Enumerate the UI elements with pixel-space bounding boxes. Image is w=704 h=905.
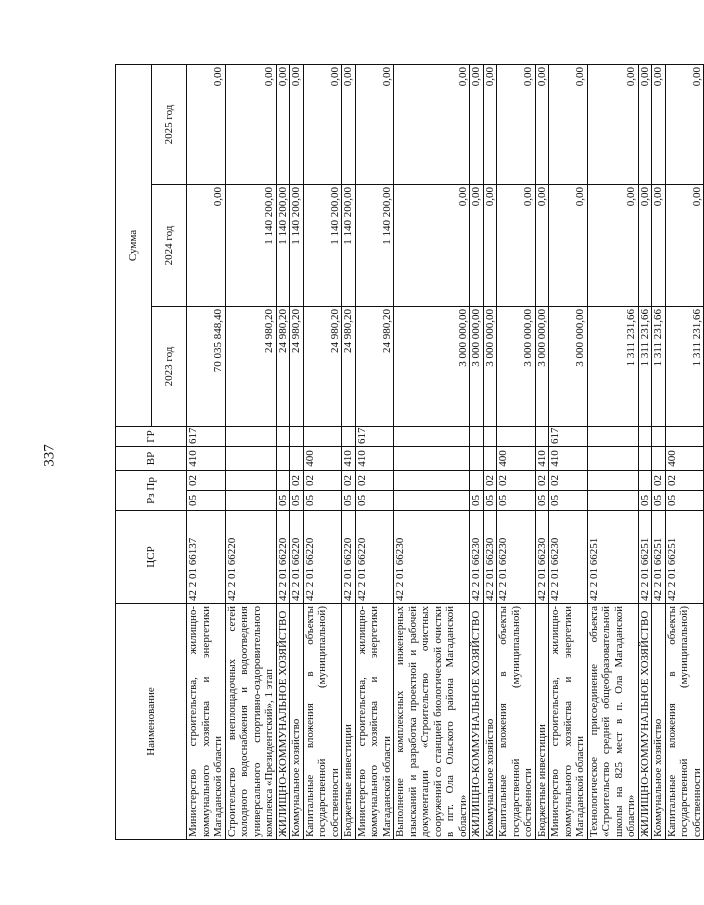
cell-vr: 410	[187, 446, 226, 470]
cell-vr: 410	[535, 446, 549, 470]
header-sum: Сумма	[116, 64, 152, 426]
cell-2024: 0,00	[394, 184, 470, 306]
cell-csr: 42 2 01 66251	[587, 511, 638, 604]
cell-csr: 42 2 01 66230	[394, 511, 470, 604]
cell-csr: 42 2 01 66137	[187, 511, 226, 604]
cell-gr	[497, 426, 536, 446]
cell-vr	[470, 446, 484, 470]
cell-gr	[652, 426, 666, 446]
cell-vr	[587, 446, 638, 470]
cell-gr: 617	[355, 426, 394, 446]
table-row	[587, 64, 638, 839]
cell-2023: 3 000 000,00	[470, 306, 484, 426]
cell-gr	[665, 426, 704, 446]
cell-vr: 410	[342, 446, 356, 470]
budget-table	[115, 64, 704, 840]
cell-vr: 410	[549, 446, 588, 470]
cell-gr	[303, 426, 342, 446]
cell-gr	[276, 426, 290, 446]
cell-name: Министерство строительства, жилищно-коммунального хозяйства и энергетики Магаданской области	[355, 604, 394, 840]
cell-2025: 0,00	[394, 64, 470, 184]
cell-gr	[290, 426, 304, 446]
cell-csr: 42 2 01 66251	[652, 511, 666, 604]
cell-2023: 3 000 000,00	[535, 306, 549, 426]
cell-rz: 05	[665, 491, 704, 511]
cell-vr: 410	[355, 446, 394, 470]
header-2024: 2024 год	[151, 184, 187, 306]
table-body	[187, 64, 704, 839]
cell-2023: 1 311 231,66	[665, 306, 704, 426]
cell-2023: 3 000 000,00	[394, 306, 470, 426]
header-csr: ЦСР	[116, 511, 187, 604]
cell-2023: 24 980,20	[303, 306, 342, 426]
cell-gr	[225, 426, 276, 446]
cell-2023: 1 311 231,66	[638, 306, 652, 426]
cell-name: Коммунальное хозяйство	[652, 604, 666, 840]
cell-name: Капитальные вложения в объекты государственной (муниципальной) собственности	[665, 604, 704, 840]
cell-2023: 24 980,20	[290, 306, 304, 426]
table-row	[303, 64, 342, 839]
cell-vr	[394, 446, 470, 470]
cell-vr	[483, 446, 497, 470]
cell-2023: 3 000 000,00	[497, 306, 536, 426]
table-row	[355, 64, 394, 839]
cell-csr: 42 2 01 66230	[483, 511, 497, 604]
cell-pr	[276, 470, 290, 490]
cell-2024: 0,00	[497, 184, 536, 306]
table-row	[652, 64, 666, 839]
cell-pr: 02	[342, 470, 356, 490]
cell-vr: 400	[497, 446, 536, 470]
cell-name: Капитальные вложения в объекты государственной (муниципальной) собственности	[303, 604, 342, 840]
cell-rz: 05	[652, 491, 666, 511]
cell-gr	[483, 426, 497, 446]
cell-rz: 05	[342, 491, 356, 511]
cell-pr	[225, 470, 276, 490]
cell-csr: 42 2 01 66230	[549, 511, 588, 604]
cell-2025: 0,00	[587, 64, 638, 184]
cell-gr	[587, 426, 638, 446]
cell-rz	[587, 491, 638, 511]
cell-2025: 0,00	[225, 64, 276, 184]
cell-pr: 02	[483, 470, 497, 490]
cell-pr: 02	[187, 470, 226, 490]
rotated-table-container	[115, 65, 703, 840]
cell-2025: 0,00	[549, 64, 588, 184]
table-row	[497, 64, 536, 839]
cell-gr: 617	[187, 426, 226, 446]
cell-2024: 1 140 200,00	[342, 184, 356, 306]
cell-rz: 05	[549, 491, 588, 511]
cell-pr: 02	[303, 470, 342, 490]
cell-rz: 05	[290, 491, 304, 511]
cell-gr	[470, 426, 484, 446]
header-vr: ВР	[116, 446, 187, 470]
cell-pr: 02	[535, 470, 549, 490]
cell-vr: 400	[303, 446, 342, 470]
cell-2023: 1 311 231,66	[652, 306, 666, 426]
cell-vr	[276, 446, 290, 470]
cell-csr: 42 2 01 66220	[290, 511, 304, 604]
cell-csr: 42 2 01 66251	[638, 511, 652, 604]
cell-2024: 0,00	[652, 184, 666, 306]
table-row	[535, 64, 549, 839]
cell-rz: 05	[276, 491, 290, 511]
cell-2025: 0,00	[187, 64, 226, 184]
cell-name: Выполнение комплексных инженерных изысканий и разработка проектной и рабочей документации «Строительство очистных сооружений со станцией биологической очистки в пгт. Ола Ольского района Магаданской области»	[394, 604, 470, 840]
cell-2023: 24 980,20	[276, 306, 290, 426]
cell-rz: 05	[497, 491, 536, 511]
cell-pr	[638, 470, 652, 490]
cell-2025: 0,00	[638, 64, 652, 184]
header-rz-pr: Рз Пр	[116, 470, 187, 510]
cell-vr	[638, 446, 652, 470]
cell-2025: 0,00	[665, 64, 704, 184]
table-row	[394, 64, 470, 839]
cell-2024: 0,00	[470, 184, 484, 306]
cell-vr	[225, 446, 276, 470]
cell-2025: 0,00	[303, 64, 342, 184]
cell-name: ЖИЛИЩНО-КОММУНАЛЬНОЕ ХОЗЯЙСТВО	[276, 604, 290, 840]
cell-2024: 1 140 200,00	[290, 184, 304, 306]
cell-name: ЖИЛИЩНО-КОММУНАЛЬНОЕ ХОЗЯЙСТВО	[638, 604, 652, 840]
cell-2025: 0,00	[497, 64, 536, 184]
cell-2023: 3 000 000,00	[549, 306, 588, 426]
cell-2024: 0,00	[587, 184, 638, 306]
cell-gr	[535, 426, 549, 446]
table-row	[549, 64, 588, 839]
cell-2025: 0,00	[652, 64, 666, 184]
cell-pr: 02	[355, 470, 394, 490]
cell-vr: 400	[665, 446, 704, 470]
cell-pr: 02	[549, 470, 588, 490]
cell-2025: 0,00	[355, 64, 394, 184]
header-name: Наименование	[116, 604, 187, 840]
cell-2025: 0,00	[276, 64, 290, 184]
table-row	[225, 64, 276, 839]
cell-pr: 02	[652, 470, 666, 490]
cell-pr	[470, 470, 484, 490]
header-2023: 2023 год	[151, 306, 187, 426]
cell-2025: 0,00	[342, 64, 356, 184]
cell-name: Технологическое присоединение объекта «Строительство средней общеобразовательной школы на 825 мест в п. Ола Магаданской области»	[587, 604, 638, 840]
table-row	[665, 64, 704, 839]
table-row	[290, 64, 304, 839]
cell-2023: 24 980,20	[225, 306, 276, 426]
cell-2023: 24 980,20	[355, 306, 394, 426]
cell-rz: 05	[303, 491, 342, 511]
cell-2025: 0,00	[290, 64, 304, 184]
cell-2025: 0,00	[535, 64, 549, 184]
cell-csr: 42 2 01 66251	[665, 511, 704, 604]
cell-2024: 1 140 200,00	[225, 184, 276, 306]
cell-csr: 42 2 01 66220	[303, 511, 342, 604]
cell-rz: 05	[470, 491, 484, 511]
cell-csr: 42 2 01 66220	[276, 511, 290, 604]
cell-2024: 0,00	[535, 184, 549, 306]
cell-2024: 1 140 200,00	[276, 184, 290, 306]
header-2025: 2025 год	[151, 64, 187, 184]
cell-2024: 0,00	[638, 184, 652, 306]
cell-2023: 24 980,20	[342, 306, 356, 426]
cell-2023: 3 000 000,00	[483, 306, 497, 426]
cell-csr: 42 2 01 66220	[342, 511, 356, 604]
cell-2023: 1 311 231,66	[587, 306, 638, 426]
cell-pr	[587, 470, 638, 490]
cell-2024: 0,00	[549, 184, 588, 306]
table-row	[483, 64, 497, 839]
cell-name: Строительство внеплощадочных сетей холодного водоснабжения и водоотведения универсального спортивно-оздоровительного комплекса «Президентский», 1 этап	[225, 604, 276, 840]
cell-2024: 0,00	[483, 184, 497, 306]
cell-rz	[225, 491, 276, 511]
cell-2025: 0,00	[470, 64, 484, 184]
cell-2024: 1 140 200,00	[355, 184, 394, 306]
cell-name: Коммунальное хозяйство	[290, 604, 304, 840]
cell-name: Капитальные вложения в объекты государственной (муниципальной) собственности	[497, 604, 536, 840]
cell-pr: 02	[497, 470, 536, 490]
cell-pr	[394, 470, 470, 490]
table-row	[187, 64, 226, 839]
cell-pr: 02	[665, 470, 704, 490]
cell-rz: 05	[187, 491, 226, 511]
cell-2024: 0,00	[665, 184, 704, 306]
cell-csr: 42 2 01 66230	[497, 511, 536, 604]
cell-name: Коммунальное хозяйство	[483, 604, 497, 840]
cell-2024: 0,00	[187, 184, 226, 306]
cell-pr: 02	[290, 470, 304, 490]
table-row	[342, 64, 356, 839]
table-row	[638, 64, 652, 839]
cell-gr	[394, 426, 470, 446]
cell-rz: 05	[483, 491, 497, 511]
cell-rz: 05	[355, 491, 394, 511]
cell-name: ЖИЛИЩНО-КОММУНАЛЬНОЕ ХОЗЯЙСТВО	[470, 604, 484, 840]
cell-2023: 70 035 848,40	[187, 306, 226, 426]
cell-vr	[652, 446, 666, 470]
cell-csr: 42 2 01 66230	[470, 511, 484, 604]
page-number: 337	[41, 444, 58, 467]
cell-name: Бюджетные инвестиции	[535, 604, 549, 840]
cell-gr: 617	[549, 426, 588, 446]
cell-2025: 0,00	[483, 64, 497, 184]
cell-rz	[394, 491, 470, 511]
table-row	[276, 64, 290, 839]
cell-rz: 05	[535, 491, 549, 511]
cell-rz: 05	[638, 491, 652, 511]
cell-vr	[290, 446, 304, 470]
cell-name: Бюджетные инвестиции	[342, 604, 356, 840]
cell-gr	[342, 426, 356, 446]
table-row	[470, 64, 484, 839]
cell-gr	[638, 426, 652, 446]
cell-csr: 42 2 01 66220	[225, 511, 276, 604]
cell-name: Министерство строительства, жилищно-коммунального хозяйства и энергетики Магаданской области	[549, 604, 588, 840]
cell-csr: 42 2 01 66230	[535, 511, 549, 604]
cell-name: Министерство строительства, жилищно-коммунального хозяйства и энергетики Магаданской области	[187, 604, 226, 840]
cell-2024: 1 140 200,00	[303, 184, 342, 306]
cell-csr: 42 2 01 66220	[355, 511, 394, 604]
header-gr: ГР	[116, 426, 187, 446]
